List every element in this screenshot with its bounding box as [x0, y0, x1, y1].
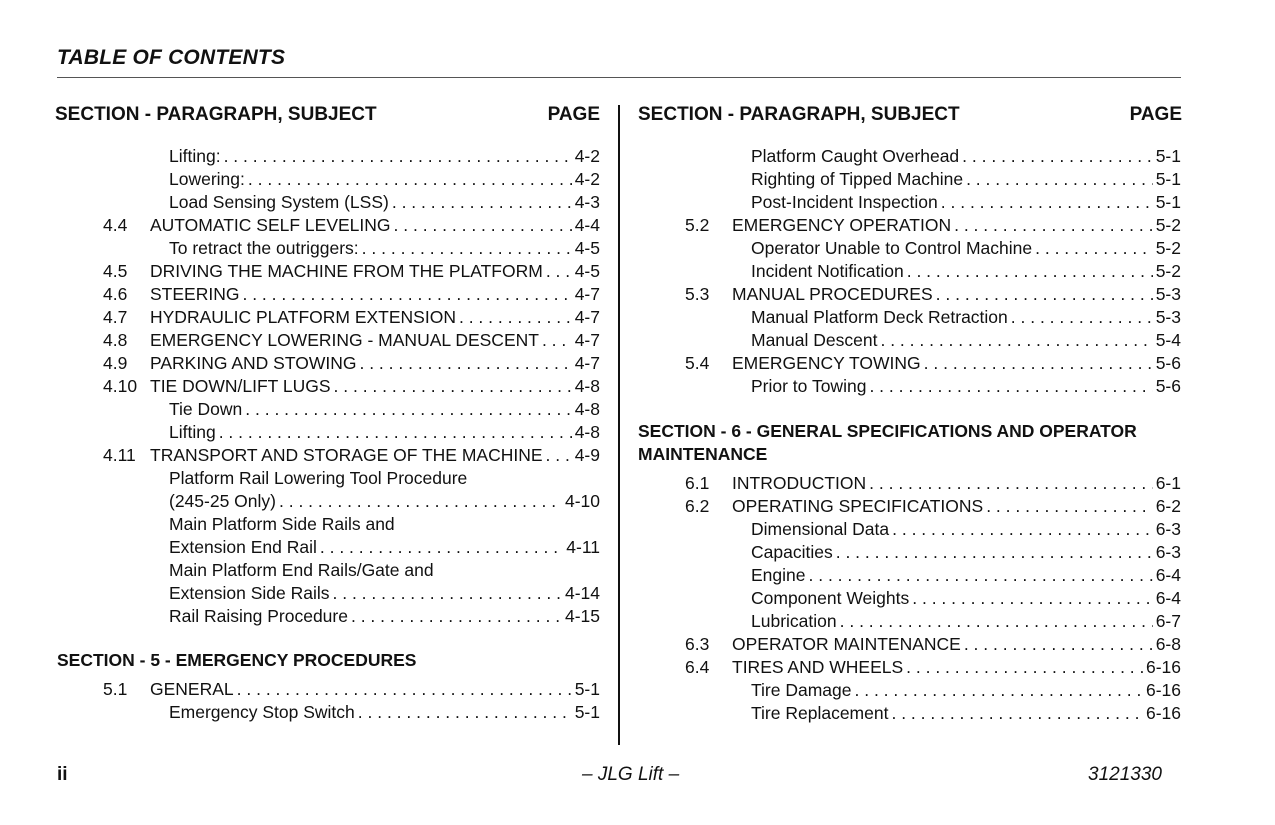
toc-page-number: 4-5 — [574, 261, 600, 281]
toc-entry-title[interactable]: GENERAL — [150, 679, 234, 699]
toc-entry-title[interactable]: Lifting — [169, 422, 216, 442]
dot-leader — [1011, 306, 1153, 329]
toc-row — [685, 610, 1181, 633]
toc-page-number: 6-1 — [1155, 473, 1181, 493]
toc-entry-title[interactable]: EMERGENCY LOWERING - MANUAL DESCENT — [150, 330, 539, 350]
dot-leader — [986, 495, 1153, 518]
dot-leader — [248, 168, 572, 191]
toc-page-number: 4-11 — [566, 537, 600, 557]
dot-leader — [907, 260, 1153, 283]
toc-entry-title[interactable]: Dimensional Data — [751, 519, 890, 539]
dot-leader — [279, 490, 562, 513]
toc-row — [103, 701, 600, 724]
toc-page-number: 5-4 — [1155, 330, 1181, 350]
toc-row — [103, 329, 600, 352]
dot-leader — [880, 329, 1152, 352]
toc-row — [103, 168, 600, 191]
page-number: ii — [57, 764, 68, 785]
toc-number: 5.4 — [685, 353, 710, 373]
toc-entry-title[interactable]: Component Weights — [751, 588, 910, 608]
dot-leader — [242, 283, 571, 306]
dot-leader — [891, 702, 1143, 725]
toc-entry-title[interactable]: INTRODUCTION — [732, 473, 867, 493]
toc-number: 6.2 — [685, 496, 710, 516]
toc-page-number: 4-9 — [574, 445, 600, 465]
toc-page-number: 6-3 — [1155, 542, 1181, 562]
toc-entry-title[interactable]: Capacities — [751, 542, 833, 562]
toc-page-number: 5-1 — [1155, 146, 1181, 166]
toc-row — [103, 467, 600, 490]
toc-row — [685, 541, 1181, 564]
toc-number: 6.1 — [685, 473, 710, 493]
toc-entry-title[interactable]: Post-Incident Inspection — [751, 192, 938, 212]
toc-number: 6.4 — [685, 657, 710, 677]
toc-page-number: 4-15 — [564, 606, 600, 626]
dot-leader — [224, 145, 572, 168]
toc-entry-title[interactable]: Tire Replacement — [751, 703, 889, 723]
toc-row — [103, 214, 600, 237]
dot-leader — [394, 214, 572, 237]
dot-leader — [966, 168, 1153, 191]
toc-page-number: 4-2 — [574, 169, 600, 189]
toc-page-number: 4-4 — [574, 215, 600, 235]
column-page-label: PAGE — [547, 104, 600, 125]
toc-page-number: 4-7 — [574, 330, 600, 350]
toc-page-number: 4-7 — [574, 307, 600, 327]
toc-row — [685, 656, 1181, 679]
toc-row — [685, 564, 1181, 587]
toc-page-number: 6-4 — [1155, 588, 1181, 608]
toc-entry-title[interactable]: OPERATING SPECIFICATIONS — [732, 496, 984, 516]
dot-leader — [358, 701, 572, 724]
toc-row — [685, 168, 1181, 191]
toc-row — [103, 283, 600, 306]
dot-leader — [333, 582, 562, 605]
toc-entry-title[interactable]: Tire Damage — [751, 680, 852, 700]
toc-page-number: 5-2 — [1155, 261, 1181, 281]
toc-row — [103, 605, 600, 628]
toc-number: 4.8 — [103, 330, 128, 350]
toc-number: 4.7 — [103, 307, 128, 327]
left-column-heading — [55, 104, 600, 126]
toc-page-number: 6-7 — [1155, 611, 1181, 631]
toc-row — [103, 421, 600, 444]
page-title: TABLE OF CONTENTS — [57, 46, 286, 69]
dot-leader — [936, 283, 1153, 306]
toc-entry-title[interactable]: Rail Raising Procedure — [169, 606, 348, 626]
column-divider — [618, 105, 620, 745]
toc-entry-title[interactable]: Incident Notification — [751, 261, 904, 281]
toc-page-number: 5-1 — [1155, 192, 1181, 212]
toc-page-number: 5-1 — [1155, 169, 1181, 189]
dot-leader — [459, 306, 572, 329]
section-6-heading-line2: MAINTENANCE — [638, 444, 768, 464]
toc-row — [103, 191, 600, 214]
dot-leader — [392, 191, 572, 214]
column-heading-label: SECTION - PARAGRAPH, SUBJECT — [638, 104, 960, 125]
toc-row — [685, 587, 1181, 610]
toc-entry-title[interactable]: PARKING AND STOWING — [150, 353, 357, 373]
toc-entry-title[interactable]: DRIVING THE MACHINE FROM THE PLATFORM — [150, 261, 543, 281]
toc-entry-title[interactable]: Lifting: — [169, 146, 221, 166]
dot-leader — [855, 679, 1143, 702]
toc-entry-title[interactable]: Lowering: — [169, 169, 245, 189]
footer-brand: – JLG Lift – — [582, 764, 680, 785]
toc-entry-title[interactable]: Righting of Tipped Machine — [751, 169, 964, 189]
toc-row — [685, 145, 1181, 168]
toc-row — [685, 375, 1181, 398]
toc-row — [685, 633, 1181, 656]
dot-leader — [245, 398, 571, 421]
toc-page-number: 5-6 — [1155, 353, 1181, 373]
toc-entry-title[interactable]: STEERING — [150, 284, 240, 304]
toc-number: 5.3 — [685, 284, 710, 304]
toc-row — [685, 472, 1181, 495]
dot-leader — [1035, 237, 1153, 260]
toc-row — [103, 145, 600, 168]
toc-entry-title[interactable]: Extension End Rail — [169, 537, 317, 557]
toc-row — [103, 352, 600, 375]
dot-leader — [964, 633, 1153, 656]
toc-page-number: 6-16 — [1145, 657, 1181, 677]
toc-page-number: 5-6 — [1155, 376, 1181, 396]
toc-row — [103, 306, 600, 329]
toc-entry-title[interactable]: AUTOMATIC SELF LEVELING — [150, 215, 391, 235]
toc-page-number: 4-10 — [564, 491, 600, 511]
dot-leader — [320, 536, 563, 559]
toc-entry-title[interactable]: TIE DOWN/LIFT LUGS — [150, 376, 331, 396]
toc-entry-title[interactable]: Manual Descent — [751, 330, 878, 350]
toc-entry-title[interactable]: OPERATOR MAINTENANCE — [732, 634, 961, 654]
toc-number: 5.2 — [685, 215, 710, 235]
dot-leader — [219, 421, 572, 444]
toc-number: 6.3 — [685, 634, 710, 654]
toc-entry-title[interactable]: Engine — [751, 565, 806, 585]
toc-row — [103, 490, 600, 513]
toc-row — [685, 260, 1181, 283]
dot-leader — [892, 518, 1153, 541]
toc-entry-title[interactable]: Lubrication — [751, 611, 837, 631]
toc-row — [103, 582, 600, 605]
toc-entry-title[interactable]: TRANSPORT AND STORAGE OF THE MACHINE — [150, 445, 543, 465]
toc-row — [103, 260, 600, 283]
dot-leader — [542, 329, 572, 352]
dot-leader — [954, 214, 1153, 237]
toc-page-number: 5-3 — [1155, 284, 1181, 304]
toc-entry-title[interactable]: Operator Unable to Control Machine — [751, 238, 1033, 258]
dot-leader — [334, 375, 572, 398]
toc-page-number: 4-7 — [574, 284, 600, 304]
toc-entry-title[interactable]: EMERGENCY OPERATION — [732, 215, 952, 235]
dot-leader — [924, 352, 1153, 375]
section-6-heading-line1: SECTION - 6 - GENERAL SPECIFICATIONS AND OPERATOR — [638, 421, 1137, 441]
toc-number: 5.1 — [103, 679, 128, 699]
toc-entry-title[interactable]: Platform Caught Overhead — [751, 146, 960, 166]
dot-leader — [941, 191, 1153, 214]
toc-row — [103, 536, 600, 559]
toc-page-number: 4-5 — [574, 238, 600, 258]
dot-leader — [362, 237, 572, 260]
toc-number: 4.9 — [103, 353, 128, 373]
toc-entry-title[interactable]: MANUAL PROCEDURES — [732, 284, 933, 304]
section-5-heading: SECTION - 5 - EMERGENCY PROCEDURES — [57, 650, 417, 670]
toc-row — [685, 306, 1181, 329]
toc-row — [685, 237, 1181, 260]
toc-page-number: 4-8 — [574, 422, 600, 442]
toc-entry-title[interactable]: Platform Rail Lowering Tool Procedure — [169, 468, 468, 488]
toc-number: 4.11 — [103, 445, 136, 465]
right-column-heading — [638, 104, 1182, 126]
toc-row — [685, 702, 1181, 725]
toc-row — [103, 237, 600, 260]
toc-entry-title[interactable]: Main Platform End Rails/Gate and — [169, 560, 434, 580]
dot-leader — [869, 375, 1152, 398]
dot-leader — [912, 587, 1152, 610]
toc-page-number: 5-2 — [1155, 238, 1181, 258]
toc-row — [103, 559, 600, 582]
dot-leader — [962, 145, 1153, 168]
toc-page-number: 5-1 — [574, 702, 600, 722]
toc-row — [685, 679, 1181, 702]
toc-page-number: 4-8 — [574, 399, 600, 419]
toc-entry-title[interactable]: Main Platform Side Rails and — [169, 514, 395, 534]
toc-row — [103, 513, 600, 536]
toc-row — [685, 191, 1181, 214]
toc-row — [103, 398, 600, 421]
toc-page-number: 4-8 — [574, 376, 600, 396]
toc-number: 4.4 — [103, 215, 128, 235]
dot-leader — [237, 678, 572, 701]
toc-number: 4.6 — [103, 284, 128, 304]
toc-number: 4.5 — [103, 261, 128, 281]
toc-entry-title[interactable]: Tie Down — [169, 399, 243, 419]
document-number: 3121330 — [1088, 764, 1162, 785]
toc-entry-title[interactable]: Load Sensing System (LSS) — [169, 192, 389, 212]
toc-entry-title[interactable]: TIRES AND WHEELS — [732, 657, 904, 677]
dot-leader — [809, 564, 1153, 587]
column-heading-label: SECTION - PARAGRAPH, SUBJECT — [55, 104, 377, 125]
toc-page-number: 6-3 — [1155, 519, 1181, 539]
dot-leader — [840, 610, 1153, 633]
toc-page-number: 4-3 — [574, 192, 600, 212]
toc-page-number: 4-2 — [574, 146, 600, 166]
toc-entry-title[interactable]: (245-25 Only) — [169, 491, 276, 511]
toc-page-number: 6-8 — [1155, 634, 1181, 654]
toc-page-number: 6-16 — [1145, 703, 1181, 723]
toc-entry-title[interactable]: Extension Side Rails — [169, 583, 330, 603]
toc-page-number: 5-1 — [574, 679, 600, 699]
toc-row — [685, 329, 1181, 352]
toc-page-number: 5-2 — [1155, 215, 1181, 235]
dot-leader — [359, 352, 571, 375]
toc-number: 4.10 — [103, 376, 138, 396]
header-rule — [57, 77, 1181, 78]
toc-row — [685, 495, 1181, 518]
column-page-label: PAGE — [1129, 104, 1182, 125]
dot-leader — [836, 541, 1153, 564]
toc-entry-title[interactable]: Prior to Towing — [751, 376, 867, 396]
toc-page-number: 4-14 — [564, 583, 600, 603]
toc-row — [685, 214, 1181, 237]
toc-entry-title[interactable]: EMERGENCY TOWING — [732, 353, 921, 373]
toc-row — [103, 375, 600, 398]
toc-page-number: 6-4 — [1155, 565, 1181, 585]
toc-page-number: 6-2 — [1155, 496, 1181, 516]
toc-entry-title[interactable]: To retract the outriggers: — [169, 238, 359, 258]
dot-leader — [906, 656, 1143, 679]
toc-page-number: 6-16 — [1145, 680, 1181, 700]
toc-row — [103, 444, 600, 467]
toc-row — [103, 678, 600, 701]
toc-entry-title[interactable]: Emergency Stop Switch — [169, 702, 355, 722]
toc-page-number: 5-3 — [1155, 307, 1181, 327]
dot-leader — [546, 444, 572, 467]
toc-page-number: 4-7 — [574, 353, 600, 373]
toc-entry-title[interactable]: HYDRAULIC PLATFORM EXTENSION — [150, 307, 456, 327]
dot-leader — [351, 605, 562, 628]
dot-leader — [546, 260, 572, 283]
toc-row — [685, 283, 1181, 306]
toc-row — [685, 352, 1181, 375]
dot-leader — [869, 472, 1153, 495]
toc-row — [685, 518, 1181, 541]
toc-entry-title[interactable]: Manual Platform Deck Retraction — [751, 307, 1008, 327]
